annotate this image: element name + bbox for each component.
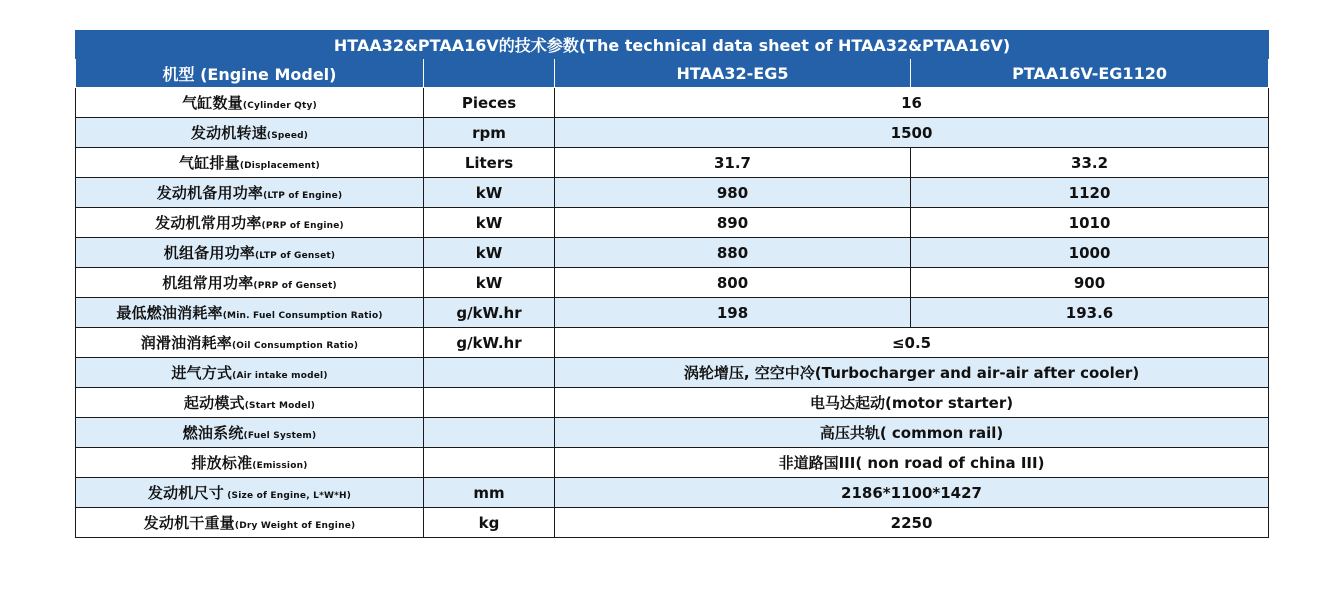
row-value-model-a: 198 xyxy=(555,298,911,328)
table-row xyxy=(76,148,1269,178)
row-unit: kg xyxy=(424,508,555,538)
row-label-english: (Air intake model) xyxy=(232,371,328,381)
table-row xyxy=(76,298,1269,328)
table-row xyxy=(76,388,1269,418)
table-row xyxy=(76,178,1269,208)
table-row xyxy=(76,328,1269,358)
row-label-cell xyxy=(76,328,424,358)
table-row xyxy=(76,268,1269,298)
row-value-model-b: 193.6 xyxy=(911,298,1269,328)
table-row xyxy=(76,478,1269,508)
row-label: 发动机尺寸 xyxy=(147,484,224,502)
table-row xyxy=(76,418,1269,448)
table-row xyxy=(76,448,1269,478)
table-row xyxy=(76,118,1269,148)
row-label: 发动机转速 xyxy=(190,124,267,142)
table-header-row xyxy=(76,59,1269,88)
row-unit: g/kW.hr xyxy=(424,328,555,358)
table-row xyxy=(76,88,1269,118)
row-unit xyxy=(424,448,555,478)
row-label-cell xyxy=(76,268,424,298)
table-row xyxy=(76,208,1269,238)
row-label: 气缸数量 xyxy=(182,94,243,112)
row-value-model-b: 33.2 xyxy=(911,148,1269,178)
row-label-cell xyxy=(76,298,424,328)
row-label-english: (Min. Fuel Consumption Ratio) xyxy=(222,311,383,321)
row-label: 发动机备用功率 xyxy=(156,184,264,202)
row-label-cell xyxy=(76,508,424,538)
row-unit: Liters xyxy=(424,148,555,178)
row-value-model-b: 900 xyxy=(911,268,1269,298)
row-unit: kW xyxy=(424,268,555,298)
row-value-model-a: 980 xyxy=(555,178,911,208)
row-label-english: (Emission) xyxy=(252,461,308,471)
table-title: HTAA32&PTAA16V的技术参数(The technical data sheet of HTAA32&PTAA16V) xyxy=(76,31,1269,59)
table-row xyxy=(76,508,1269,538)
row-label: 机组备用功率 xyxy=(163,244,255,262)
row-value-model-b: 1010 xyxy=(911,208,1269,238)
row-label-english: (LTP of Engine) xyxy=(263,191,343,201)
row-label-cell xyxy=(76,238,424,268)
row-value-shared: 涡轮增压, 空空中冷(Turbocharger and air-air after cooler) xyxy=(555,358,1269,388)
row-unit: mm xyxy=(424,478,555,508)
row-unit: kW xyxy=(424,178,555,208)
row-unit: rpm xyxy=(424,118,555,148)
row-unit xyxy=(424,418,555,448)
row-unit xyxy=(424,358,555,388)
row-label-english: (PRP of Engine) xyxy=(261,221,344,231)
row-label: 润滑油消耗率 xyxy=(140,334,232,352)
row-label-cell xyxy=(76,118,424,148)
row-value-shared: 非道路国III( non road of china III) xyxy=(555,448,1269,478)
row-unit xyxy=(424,388,555,418)
row-value-model-b: 1120 xyxy=(911,178,1269,208)
row-value-shared: 2250 xyxy=(555,508,1269,538)
row-value-shared: 电马达起动(motor starter) xyxy=(555,388,1269,418)
row-value-shared: 16 xyxy=(555,88,1269,118)
row-unit: kW xyxy=(424,238,555,268)
header-unit-label xyxy=(424,59,555,88)
row-label-cell xyxy=(76,388,424,418)
row-label-cell xyxy=(76,448,424,478)
row-value-shared: 高压共轨( common rail) xyxy=(555,418,1269,448)
row-value-model-a: 31.7 xyxy=(555,148,911,178)
row-value-shared: ≤0.5 xyxy=(555,328,1269,358)
row-label-english: (Cylinder Qty) xyxy=(242,101,317,111)
row-label-english: (Size of Engine, L*W*H) xyxy=(223,491,352,501)
row-label-english: (Fuel System) xyxy=(243,431,317,441)
header-model-a: HTAA32-EG5 xyxy=(555,59,911,88)
row-label-cell xyxy=(76,178,424,208)
header-model-label: 机型 (Engine Model) xyxy=(76,59,424,88)
row-label: 燃油系统 xyxy=(182,424,244,442)
row-label-english: (Oil Consumption Ratio) xyxy=(231,341,359,351)
row-label-english: (Speed) xyxy=(266,131,309,141)
row-label: 起动模式 xyxy=(183,394,245,412)
row-value-model-a: 800 xyxy=(555,268,911,298)
row-label-cell xyxy=(76,148,424,178)
row-label-english: (Start Model) xyxy=(244,401,316,411)
row-value-shared: 2186*1100*1427 xyxy=(555,478,1269,508)
row-label-english: (LTP of Genset) xyxy=(254,251,336,261)
row-label: 气缸排量 xyxy=(179,154,240,172)
row-label-english: (Dry Weight of Engine) xyxy=(234,521,356,531)
row-label: 排放标准 xyxy=(191,454,253,472)
technical-data-table xyxy=(75,30,1269,538)
table-row xyxy=(76,238,1269,268)
row-label-cell xyxy=(76,418,424,448)
row-label-english: (PRP of Genset) xyxy=(253,281,337,291)
row-label: 机组常用功率 xyxy=(162,274,254,292)
row-value-shared: 1500 xyxy=(555,118,1269,148)
row-value-model-a: 880 xyxy=(555,238,911,268)
row-label: 发动机常用功率 xyxy=(155,214,262,232)
table-title-row xyxy=(76,31,1269,59)
table-row xyxy=(76,358,1269,388)
row-label-cell xyxy=(76,478,424,508)
row-label: 发动机干重量 xyxy=(143,514,235,532)
row-label: 最低燃油消耗率 xyxy=(116,304,223,322)
row-label-cell xyxy=(76,208,424,238)
row-unit: kW xyxy=(424,208,555,238)
row-unit: g/kW.hr xyxy=(424,298,555,328)
row-value-model-a: 890 xyxy=(555,208,911,238)
row-label-english: (Displacement) xyxy=(239,161,320,171)
row-value-model-b: 1000 xyxy=(911,238,1269,268)
row-label-cell xyxy=(76,358,424,388)
row-label-cell xyxy=(76,88,424,118)
row-unit: Pieces xyxy=(424,88,555,118)
header-model-b: PTAA16V-EG1120 xyxy=(911,59,1269,88)
row-label: 进气方式 xyxy=(171,364,233,382)
